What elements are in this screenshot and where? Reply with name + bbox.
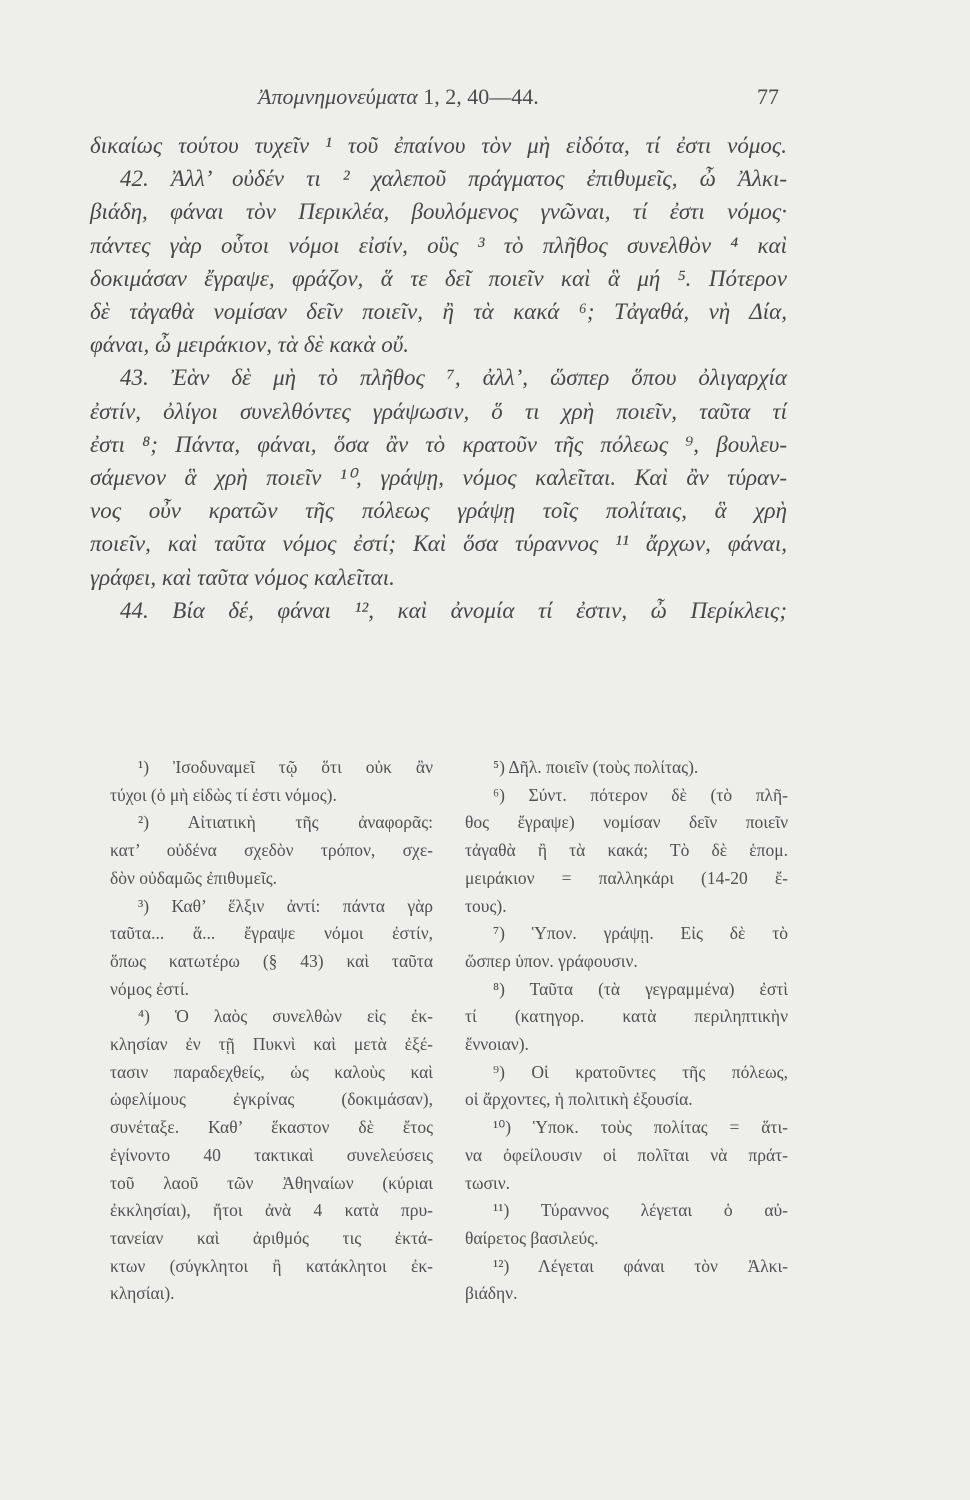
footnote-line: τωσιν. xyxy=(465,1172,510,1193)
footnote-line: τί (κατηγορ. κατὰ περιληπτικὴν xyxy=(465,1006,788,1027)
footnote-line: ⁷) Ὑπον. γράψῃ. Εἰς δὲ τὸ xyxy=(493,923,788,944)
header-reference: 1, 2, 40—44. xyxy=(423,84,539,109)
footnote-line: ὅπως κατωτέρω (§ 43) καὶ ταῦτα xyxy=(110,950,433,971)
footnote-line: τύχοι (ὁ μὴ εἰδὼς τί ἐστι νόμος). xyxy=(110,784,337,805)
footnote-line: να ὀφείλουσιν οἱ πολῖται νὰ πράτ- xyxy=(465,1144,788,1165)
footnote-line: ὥσπερ ὑπον. γράφουσιν. xyxy=(465,950,638,971)
text-line: ἐστι ⁸; Πάντα, φάναι, ὅσα ἂν τὸ κρατοῦν τῆς πόλεως ⁹, βουλευ- xyxy=(90,431,787,457)
footnote-line: τασιν παραδεχθείς, ὡς καλοὺς καὶ xyxy=(110,1061,433,1082)
footnote-line: κλησίαν ἐν τῇ Πυκνὶ καὶ μετὰ ἐξέ- xyxy=(110,1034,433,1054)
footnote-line: ὠφελίμους ἐγκρίνας (δοκιμάσαν), xyxy=(110,1089,433,1110)
text-line: ποιεῖν, καὶ ταῦτα νόμος ἐστί; Καὶ ὅσα τύραννος ¹¹ ἄρχων, φάναι, xyxy=(90,531,787,557)
text-line: 44. Βία δέ, φάναι ¹², καὶ ἀνομία τί ἐστιν, ὦ Περίκλεις; xyxy=(120,597,787,623)
footnote-line: τἀγαθὰ ἢ τὰ κακά; Τὸ δὲ ἑπομ. xyxy=(465,840,788,861)
footnote-line: δὸν οὐδαμῶς ἐπιθυμεῖς. xyxy=(110,867,278,888)
text-line: γράφει, καὶ ταῦτα νόμος καλεῖται. xyxy=(90,564,395,590)
footnote-line: ⁹) Οἱ κρατοῦντες τῆς πόλεως, xyxy=(493,1061,788,1082)
text-line: 42. Ἀλλ’ οὐδέν τι ² χαλεποῦ πράγματος ἐπιθυμεῖς, ὦ Ἀλκι- xyxy=(120,166,787,192)
text-line: 43. Ἐὰν δὲ μὴ τὸ πλῆθος ⁷, ἀλλ’, ὥσπερ ὅπου ὀλιγαρχία xyxy=(120,365,787,391)
footnote-line: ⁵) Δῆλ. ποιεῖν (τοὺς πολίτας). xyxy=(493,757,699,777)
footnote-line: οἱ ἄρχοντες, ἡ πολιτικὴ ἐξουσία. xyxy=(465,1089,693,1110)
footnote-line: ἐγίνοντο 40 τακτικαὶ συνελεύσεις xyxy=(110,1144,433,1165)
footnote-line: ⁶) Σύντ. πότερον δὲ (τὸ πλῆ- xyxy=(493,784,788,805)
footnote-line: μειράκιον = παλληκάρι (14-20 ἔ- xyxy=(465,867,788,888)
footnote-line: τανείαν καὶ ἀριθμός τις ἐκτά- xyxy=(110,1227,433,1248)
text-line: δοκιμάσαν ἔγραψε, φράζον, ἅ τε δεῖ ποιεῖν καὶ ἃ μή ⁵. Πότερον xyxy=(90,265,787,291)
text-line: δικαίως τούτου τυχεῖν ¹ τοῦ ἐπαίνου τὸν μὴ εἰδότα, τί ἐστι νόμος. xyxy=(90,133,787,158)
text-line: δὲ τἀγαθὰ νομίσαν δεῖν ποιεῖν, ἢ τὰ κακά ⁶; Τἀγαθά, νὴ Δία, xyxy=(90,299,787,324)
footnote-line: ταῦτα... ἅ... ἔγραψε νόμοι ἐστίν, xyxy=(110,923,433,944)
footnote-line: ¹¹) Τύραννος λέγεται ὁ αὐ- xyxy=(493,1200,788,1221)
footnote-line: νόμος ἐστί. xyxy=(110,978,189,999)
running-header xyxy=(258,84,539,110)
footnote-line: ἐκκλησίαι), ἤτοι ἀνὰ 4 κατὰ πρυ- xyxy=(110,1200,433,1221)
footnote-line: βιάδην. xyxy=(465,1283,518,1304)
footnote-line: ¹) Ἰσοδυναμεῖ τῷ ὅτι οὐκ ἂν xyxy=(138,757,433,777)
footnote-line: κτων (σύγκλητοι ἢ κατάκλητοι ἐκ- xyxy=(110,1255,433,1276)
page-number: 77 xyxy=(757,84,779,109)
text-line: σάμενον ἃ χρὴ ποιεῖν ¹⁰, γράψῃ, νόμος καλεῖται. Καὶ ἂν τύραν- xyxy=(90,465,787,490)
text-line: φάναι, ὦ μειράκιον, τὰ δὲ κακὰ οὔ. xyxy=(90,332,410,358)
text-line: ἐστίν, ὀλίγοι συνελθόντες γράψωσιν, ὅ τι χρὴ ποιεῖν, ταῦτα τί xyxy=(90,398,787,424)
footnote-line: ¹²) Λέγεται φάναι τὸν Ἀλκι- xyxy=(493,1255,788,1276)
footnote-line: ²) Αἰτιατικὴ τῆς ἀναφορᾶς: xyxy=(138,812,433,833)
footnote-line: ἔννοιαν). xyxy=(465,1034,529,1054)
text-line: βιάδη, φάναι τὸν Περικλέα, βουλόμενος γνῶναι, τί ἐστι νόμος· xyxy=(90,199,787,225)
footnote-line: ⁸) Ταῦτα (τὰ γεγραμμένα) ἐστὶ xyxy=(493,978,788,999)
footnote-line: κατ’ οὐδένα σχεδὸν τρόπον, σχε- xyxy=(110,840,433,861)
footnote-line: τους). xyxy=(465,895,507,916)
footnote-line: ⁴) Ὁ λαὸς συνελθὼν εἰς ἐκ- xyxy=(138,1006,433,1027)
footnote-line: θαίρετος βασιλεύς. xyxy=(465,1227,599,1248)
header-title: Ἀπομνημονεύματα xyxy=(258,84,418,109)
footnote-line: ¹⁰) Ὑποκ. τοὺς πολίτας = ἅτι- xyxy=(493,1117,788,1138)
footnote-line: ³) Καθ’ ἕλξιν ἀντί: πάντα γὰρ xyxy=(138,895,433,916)
text-line: νος οὖν κρατῶν τῆς πόλεως γράψῃ τοῖς πολίταις, ἃ χρὴ xyxy=(90,498,787,524)
footnote-line: συνέταξε. Καθ’ ἕκαστον δὲ ἔτος xyxy=(110,1117,433,1138)
text-line: πάντες γὰρ οὗτοι νόμοι εἰσίν, οὓς ³ τὸ πλῆθος συνελθὸν ⁴ καὶ xyxy=(90,232,787,258)
footnote-line: τοῦ λαοῦ τῶν Ἀθηναίων (κύριαι xyxy=(110,1172,433,1193)
footnote-line: κλησίαι). xyxy=(110,1283,175,1304)
footnote-line: θος ἔγραψε) νομίσαν δεῖν ποιεῖν xyxy=(465,812,788,833)
